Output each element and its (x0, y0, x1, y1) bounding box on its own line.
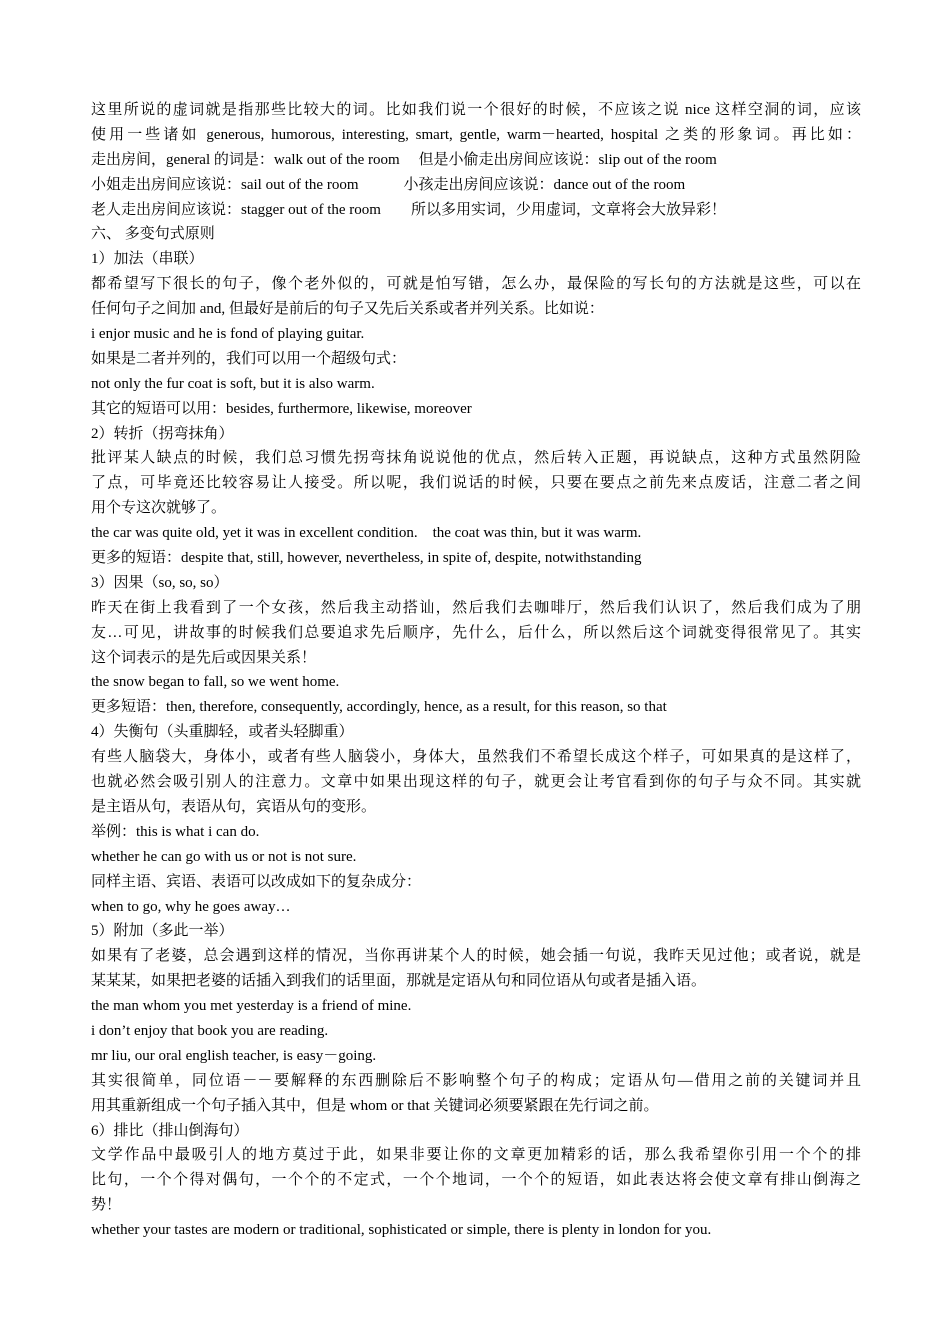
text-line: 更多的短语：despite that, still, however, nevertheless, in spite of, despite, notwithstanding (91, 550, 642, 567)
text-line: 这个词表示的是先后或因果关系！ (91, 649, 317, 666)
text-line: when to go, why he goes away… (91, 898, 291, 915)
text-line: 使用一些诸如 generous, humorous, interesting, smart, gentle, warm－hearted, hospital 之类的形象词。再比如： (91, 126, 861, 143)
text-line: 用个专这次就够了。 (91, 500, 227, 517)
text-line: i enjor music and he is fond of playing guitar. (91, 326, 365, 343)
text-line: 3）因果（so, so, so） (91, 574, 229, 591)
text-line: 这里所说的虚词就是指那些比较大的词。比如我们说一个很好的时候，不应该之说 nice 这样空洞的词，应该 (91, 102, 861, 118)
text-line: 4）失衡句（头重脚轻，或者头轻脚重） (91, 724, 354, 741)
text-line: 同样主语、宾语、表语可以改成如下的复杂成分： (91, 873, 422, 890)
text-line: whether he can go with us or not is not sure. (91, 848, 357, 865)
text-line: 是主语从句，表语从句，宾语从句的变形。 (91, 798, 377, 815)
text-line: 更多短语：then, therefore, consequently, accordingly, hence, as a result, for this reason, so that (91, 699, 667, 716)
text-line: 批评某人缺点的时候，我们总习惯先拐弯抹角说说他的优点，然后转入正题，再说缺点，这种方式虽然阴险 (91, 450, 861, 467)
text-line: 老人走出房间应该说：stagger out of the room 所以多用实词，少用虚词，文章将会大放异彩！ (91, 201, 726, 218)
text-line: i don’t enjoy that book you are reading. (91, 1022, 329, 1039)
text-line: 了点，可毕竟还比较容易让人接受。所以呢，我们说话的时候，只要在要点之前先来点废话，注意二者之间 (91, 475, 861, 492)
text-line: 文学作品中最吸引人的地方莫过于此，如果非要让你的文章更加精彩的话，那么我希望你引用一个个的排 (91, 1147, 861, 1164)
text-line: 如果是二者并列的，我们可以用一个超级句式： (91, 350, 407, 367)
text-line: 六、 多变句式原则 (91, 226, 215, 243)
text-line: not only the fur coat is soft, but it is also warm. (91, 375, 375, 392)
text-line: 任何句子之间加 and, 但最好是前后的句子又先后关系或者并列关系。比如说： (91, 301, 604, 318)
text-line: the man whom you met yesterday is a friend of mine. (91, 998, 412, 1015)
text-line: 举例：this is what i can do. (91, 823, 260, 840)
text-line: 势！ (91, 1197, 122, 1214)
document-page (91, 98, 861, 1243)
text-line: 如果有了老婆，总会遇到这样的情况，当你再讲某个人的时候，她会插一句说，我昨天见过他；或者说，就是 (91, 948, 861, 965)
text-line: 也就必然会吸引别人的注意力。文章中如果出现这样的句子，就更会让考官看到你的句子与众不同。其实就 (91, 774, 861, 791)
text-line: the snow began to fall, so we went home. (91, 674, 340, 691)
text-line: 友…可见，讲故事的时候我们总要追求先后顺序，先什么，后什么，所以然后这个词就变得很常见了。其实 (91, 624, 861, 641)
text-line: 2）转折（拐弯抹角） (91, 425, 234, 442)
text-line: 其它的短语可以用：besides, furthermore, likewise, moreover (91, 400, 472, 417)
text-line: 走出房间，general 的词是：walk out of the room 但是小偷走出房间应该说：slip out of the room (91, 151, 717, 168)
text-line: 小姐走出房间应该说：sail out of the room 小孩走出房间应该说：dance out of the room (91, 176, 686, 193)
text-line: 其实很简单，同位语－－要解释的东西删除后不影响整个句子的构成；定语从句—借用之前的关键词并且 (91, 1072, 861, 1089)
text-line: 1）加法（串联） (91, 251, 204, 268)
text-line: 6）排比（排山倒海句） (91, 1122, 249, 1139)
text-line: mr liu, our oral english teacher, is easy－going. (91, 1047, 377, 1064)
text-line: 昨天在街上我看到了一个女孩，然后我主动搭讪，然后我们去咖啡厅，然后我们认识了，然后我们成为了朋 (91, 599, 861, 616)
text-line: 用其重新组成一个句子插入其中，但是 whom or that 关键词必须要紧跟在先行词之前。 (91, 1097, 659, 1114)
text-line: 5）附加（多此一举） (91, 923, 234, 940)
text-line: 有些人脑袋大，身体小，或者有些人脑袋小，身体大，虽然我们不希望长成这个样子，可如果真的是这样了， (91, 749, 861, 766)
text-line: 某某某，如果把老婆的话插入到我们的话里面，那就是定语从句和同位语从句或者是插入语。 (91, 973, 707, 990)
text-line: the car was quite old, yet it was in excellent condition. the coat was thin, but it was warm. (91, 525, 642, 542)
text-line: 比句，一个个得对偶句，一个个的不定式，一个个地词，一个个的短语，如此表达将会使文章有排山倒海之 (91, 1172, 861, 1189)
text-line: whether your tastes are modern or traditional, sophisticated or simple, there is plenty in london for you. (91, 1222, 712, 1239)
text-line: 都希望写下很长的句子，像个老外似的，可就是怕写错，怎么办，最保险的写长句的方法就是这些，可以在 (91, 276, 861, 293)
